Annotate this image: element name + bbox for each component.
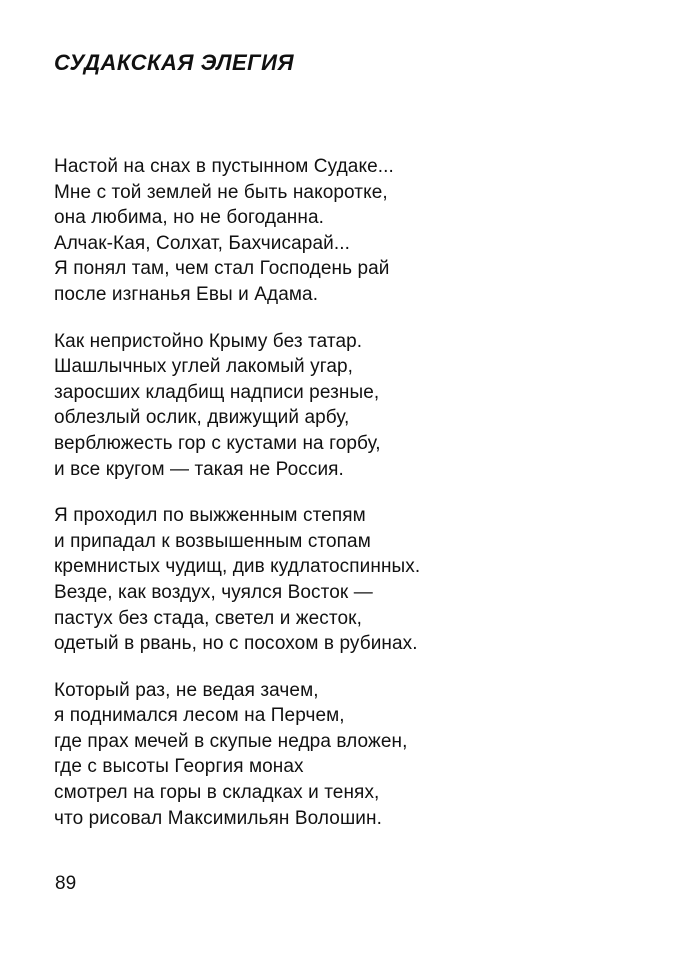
poem-line: Алчак-Кая, Солхат, Бахчисарай... <box>54 232 350 254</box>
poem-line: Везде, как воздух, чуялся Восток — <box>54 581 373 603</box>
poem-line: Я проходил по выжженным степям <box>54 505 366 527</box>
poem-line: где прах мечей в скупые недра вложен, <box>54 730 408 752</box>
poem-line: верблюжесть гор с кустами на горбу, <box>54 432 381 454</box>
poem-line: кремнистых чудищ, див кудлатоспинных. <box>54 556 421 578</box>
poem-line: одетый в рвань, но с посохом в рубинах. <box>54 633 418 655</box>
poem-line: смотрел на горы в складках и тенях, <box>54 782 380 804</box>
poem-line: она любима, но не богоданна. <box>54 207 324 229</box>
poem-line: и все кругом — такая не Россия. <box>54 458 344 480</box>
poem-line: Настой на снах в пустынном Судаке... <box>54 156 394 177</box>
poem-line: и припадал к возвышенным стопам <box>54 530 371 552</box>
poem-line: пастух без стада, светел и жесток, <box>54 607 362 629</box>
stanza-1 <box>54 154 664 308</box>
poem-line: облезлый ослик, движущий арбу, <box>54 407 350 429</box>
poem-body <box>54 154 664 852</box>
page-number: 89 <box>55 873 77 894</box>
stanza-3 <box>54 503 664 657</box>
poem-line: что рисовал Максимильян Волошин. <box>54 807 382 829</box>
poem-line: Который раз, не ведая зачем, <box>54 679 319 701</box>
poem-line: Как непристойно Крыму без татар. <box>54 330 363 352</box>
poem-line: заросших кладбищ надписи резные, <box>54 381 380 403</box>
poem-line: я поднимался лесом на Перчем, <box>54 705 345 727</box>
stanza-2 <box>54 329 664 483</box>
poem-title: СУДАКСКАЯ ЭЛЕГИЯ <box>54 50 294 75</box>
poem-line: Мне с той землей не быть накоротке, <box>54 181 388 203</box>
poem-line: после изгнанья Евы и Адама. <box>54 283 319 305</box>
stanza-4 <box>54 678 664 832</box>
poem-line: где с высоты Георгия монах <box>54 756 304 778</box>
poem-line: Я понял там, чем стал Господень рай <box>54 258 390 280</box>
poem-line: Шашлычных углей лакомый угар, <box>54 356 354 378</box>
